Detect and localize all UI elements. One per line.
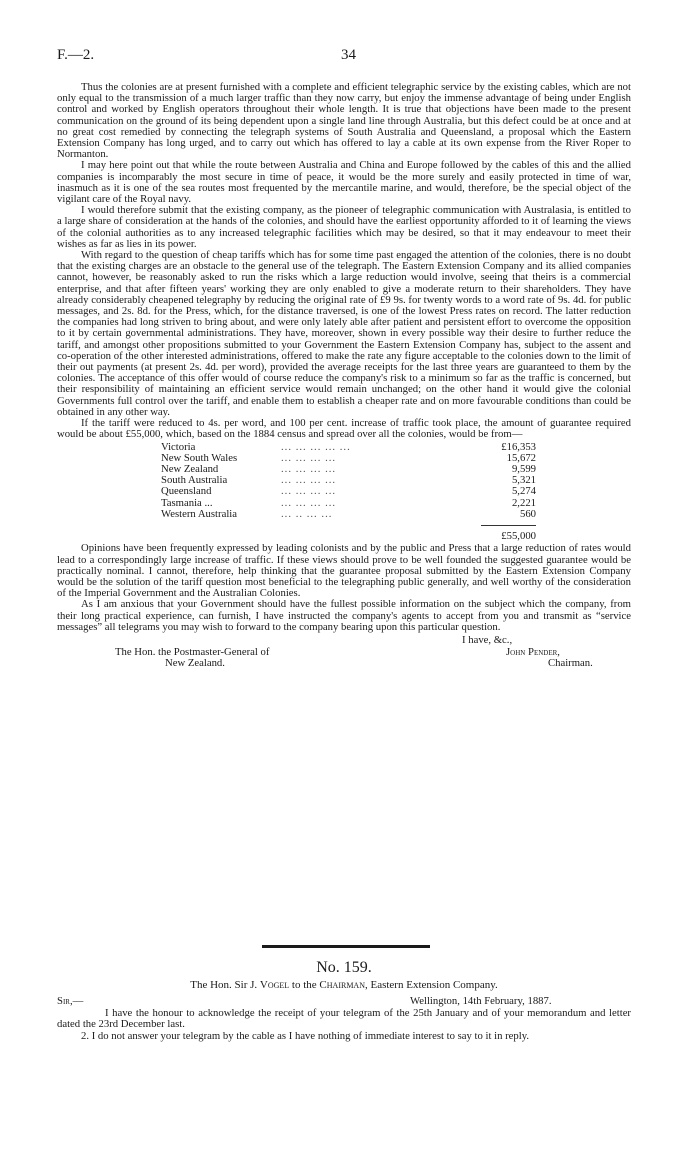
closing: I have, &c., [462, 633, 513, 646]
colony-name: Western Australia [161, 508, 238, 520]
addressee-line: New Zealand. [165, 656, 225, 669]
leader-dots: ... ... ... ... [281, 497, 337, 509]
paragraph: I have the honour to acknowledge the receipt of your telegram of the 25th January and of your memorandum and letter dated the 23rd December last. [57, 1006, 631, 1031]
colony-name: New Zealand [161, 463, 219, 475]
leader-dots: ... ... ... ... [281, 452, 337, 464]
guarantee-amount: 5,274 [511, 485, 536, 498]
guarantee-total: £55,000 [501, 530, 536, 543]
total-rule [481, 525, 536, 528]
signoff [57, 635, 631, 681]
heading-from: Vogel [259, 979, 290, 992]
guarantee-amount: 5,321 [511, 474, 536, 487]
letter-heading [57, 980, 631, 991]
colony-name: Queensland [161, 486, 212, 498]
table-row [161, 486, 581, 497]
guarantee-amount: 15,672 [506, 451, 536, 464]
leader-dots: ... ... ... ... [281, 463, 337, 475]
heading-to-word: to the [291, 979, 317, 992]
colony-name: Tasmania ... [161, 497, 213, 509]
colony-name: Victoria [161, 441, 196, 453]
letter-body [57, 82, 631, 681]
page-header [57, 47, 640, 67]
guarantee-amount: 2,221 [511, 496, 536, 509]
paragraph: I may here point out that while the route between Australia and China and Europe followed by the cables of this and the allied companies is incomparably the most secure in time of peace, it would be the more surely and easily protected in time of war, inasmuch as it is one of the sea routes most frequented by the mercantile marine, and would, therefore, be the special object of the vigilant care of the Royal navy. [57, 159, 631, 206]
salutation-row [57, 996, 631, 1008]
paragraph: Thus the colonies are at present furnished with a complete and efficient telegraphic service by the existing cables, which are not only equal to the transmission of a much larger traffic than they now carry, but enjoy the immense advantage of being under English control and worked by English operators throughout their whole length. It is true that objections have been made to the present communication on the ground of its being dependent upon a single land line through Australia, but this defect could be at once and at no great cost remedied by connecting the telegraph systems of South Australia and Queensland, a proposal which the Eastern Extension Company has long urged, and to carry out which has offered to lay a cable at its own expense from the River Roper to Normanton. [57, 81, 631, 161]
guarantee-amount: 560 [519, 507, 536, 520]
document-reference: F.—2. [57, 47, 95, 63]
heading-to: Chairman [319, 979, 365, 992]
salutation: Sir,— [57, 994, 84, 1007]
total-rule-row [161, 520, 536, 531]
leader-dots: ... .. ... ... [281, 508, 333, 520]
signer-name: John Pender, [506, 645, 560, 658]
colony-name: South Australia [161, 475, 228, 487]
paragraph: As I am anxious that your Government should have the fullest possible information on the subject which the company, from their long practical experience, can furnish, I have instructed the company's agents to accept from you and transmit as “service messages” all telegrams you may wish to forward to the company bearing upon this particular question. [57, 598, 631, 633]
paragraph: I would therefore submit that the existing company, as the pioneer of telegraphic communication with Australasia, is entitled to a large share of consideration at the hands of the colonies, and should have the earliest opportunity afforded to it of learning the views of the colonial authorities as to any increased telegraphic facilities which may be desired, so that it may endeavour to meet their wishes as far as lies in its power. [57, 204, 631, 250]
page-number: 34 [341, 47, 356, 63]
paragraph: If the tariff were reduced to 4s. per word, and 100 per cent. increase of traffic took place, the amount of guarantee required would be about £55,000, which, based on the 1884 census and spread over all the colonies, would be from— [57, 417, 631, 441]
guarantee-amount: £16,353 [501, 440, 536, 453]
addressee-line: The Hon. the Postmaster-General of [115, 645, 270, 658]
heading-prefix: The Hon. Sir J. [190, 979, 258, 992]
leader-dots: ... ... ... ... [281, 475, 337, 487]
signer-title: Chairman. [548, 656, 593, 669]
leader-dots: ... ... ... ... [281, 486, 337, 498]
heading-suffix: , Eastern Extension Company. [364, 979, 498, 992]
table-row [161, 498, 581, 509]
paragraph: With regard to the question of cheap tariffs which has for some time past engaged the attention of the colonies, there is no doubt that the existing charges are an obstacle to the general use of the telegraph. The Eastern Extension Company and its allied companies cannot, however, be reasonably asked to run the risks which a large reduction would involve, seeing that theirs is a commercial enterprise, and that after fifteen years' working they are only enabled to give a moderate return to their shareholders. They have already considerably cheapened telegraphy by reducing the original rate of £9 9s. for twenty words to a word rate of 9s. 4d. for public messages, and 2s. 8d. for the Press, which, for the distance traversed, is one of the lowest Press rates on record. The latter reduction the companies had long striven to bring about, and were only lately able after patient and persistent effort to overcome the opposition to it by certain governmental administrations. They have, moreover, shown in every possible way their desire to further reduce the tariff, and amongst other propositions submitted to your Government the Eastern Extension Company has, subject to the assent and co-operation of the other interested administrations, offered to make the rate any figure acceptable to the colonies down to the limit of their out payments (at present 2s. 4d. per word), provided the average receipts for the last three years are guaranteed to them by the colonies. The acceptance of this offer would of course reduce the company's risk to a minimum so far as the traffic is concerned, but their responsibility of maintaining an efficient service would remain unchanged; on the other hand it would give the colonial Governments full control over the tariff, and enable them to establish a cheaper rate and on more favourable conditions than could be obtained in any other way. [57, 249, 631, 418]
paragraph: 2. I do not answer your telegram by the cable as I have nothing of immediate interest to say to it in reply. [81, 1029, 530, 1042]
guarantee-amount: 9,599 [511, 462, 536, 475]
dateline: Wellington, 14th February, 1887. [410, 994, 552, 1007]
leader-dots: ... ... ... ... ... [281, 441, 351, 453]
guarantee-table [161, 442, 581, 543]
section-divider [262, 945, 430, 948]
letter-159 [57, 959, 631, 1042]
letter-number: No. 159. [316, 959, 372, 976]
table-row [161, 509, 581, 520]
colony-name: New South Wales [161, 452, 238, 464]
paragraph: Opinions have been frequently expressed by leading colonists and by the public and Press that a large reduction of rates would lead to a correspondingly large increase of traffic. If these views should prove to be well founded the suggested guarantee would be practically nominal. I cannot, therefore, help thinking that the guarantee proposal submitted by the Eastern Extension Company would be the solution of the tariff question most beneficial to the telegraphing public generally, and well worthy of the consideration of the Imperial Government and the Australian Colonies. [57, 542, 631, 600]
